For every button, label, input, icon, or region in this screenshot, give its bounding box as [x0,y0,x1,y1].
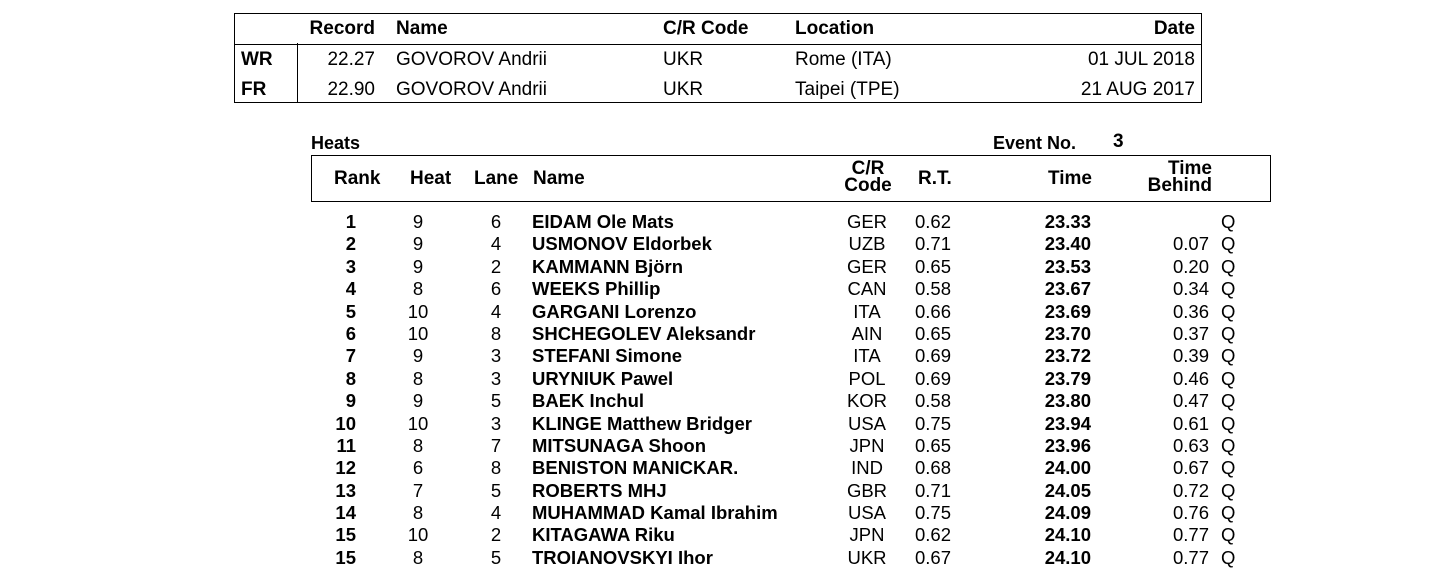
event-label: Event No. [993,133,1077,153]
table-row [311,413,1271,435]
result-code: USA [847,412,887,434]
result-lane: 2 [490,255,502,277]
name-header: Name [396,18,448,39]
record-code: UKR [663,49,704,70]
result-qualifier: Q [1221,390,1236,412]
result-heat: 10 [407,524,429,546]
result-qualifier: Q [1221,457,1236,479]
result-time-behind: 0.20 [1172,255,1209,277]
code-header-line2: Code [844,175,892,196]
result-time: 23.79 [1044,367,1091,389]
result-lane: 6 [490,211,502,232]
result-code: USA [847,502,887,524]
result-rank: 5 [345,300,356,322]
result-code: CAN [847,278,887,300]
result-time: 24.05 [1044,479,1091,501]
result-rank: 4 [345,278,356,300]
result-name: WEEKS Phillip [532,278,661,300]
result-code: GER [846,255,888,277]
result-qualifier: Q [1221,546,1236,568]
result-qualifier: Q [1221,434,1236,456]
result-time: 24.10 [1044,546,1091,568]
result-qualifier: Q [1221,367,1236,389]
result-reaction-time: 0.71 [915,479,952,501]
result-qualifier: Q [1221,322,1236,344]
result-heat: 8 [412,434,424,456]
result-rank: 11 [336,434,356,456]
table-row [311,390,1271,412]
result-lane: 6 [490,278,502,300]
location-header: Location [795,18,875,39]
result-lane: 4 [490,300,502,322]
result-heat: 8 [412,367,424,389]
result-rank: 2 [345,233,356,255]
result-code: IND [851,457,883,479]
table-row [311,345,1271,367]
result-name: STEFANI Simone [532,345,683,367]
result-name: GARGANI Lorenzo [532,300,697,322]
result-reaction-time: 0.71 [915,233,952,255]
result-code: JPN [849,524,885,546]
table-row [311,457,1271,479]
result-time-behind: 0.76 [1172,502,1209,524]
rank-header: Rank [334,168,381,189]
table-row [311,547,1271,569]
code-header-line1: C/R [851,158,885,179]
rt-header: R.T. [918,168,952,189]
result-time: 23.96 [1044,434,1091,456]
result-rank: 10 [335,412,356,434]
records-header-row [235,16,1201,45]
result-reaction-time: 0.65 [915,255,952,277]
result-lane: 8 [490,457,502,479]
heat-header: Heat [410,168,452,189]
result-time-behind: 0.77 [1172,524,1209,546]
result-rank: 12 [335,457,356,479]
record-time: 22.27 [327,49,375,70]
table-row [311,502,1271,524]
table-row [311,301,1271,323]
result-rank: 15 [335,524,356,546]
result-heat: 7 [412,479,424,501]
result-time: 23.72 [1044,345,1091,367]
result-qualifier: Q [1221,278,1236,300]
result-heat: 8 [412,278,424,300]
result-reaction-time: 0.58 [915,390,952,412]
result-lane: 8 [490,322,502,344]
result-lane: 3 [490,367,502,389]
result-code: GER [846,211,888,232]
result-name: MITSUNAGA Shoon [532,434,707,456]
behind-header-line1: Time [1167,158,1212,179]
table-row [311,323,1271,345]
result-heat: 9 [412,255,424,277]
code-header [838,160,898,194]
result-reaction-time: 0.69 [915,345,952,367]
record-code: UKR [663,79,704,100]
result-time-behind: 0.36 [1172,300,1209,322]
result-reaction-time: 0.69 [915,367,952,389]
code-header: C/R Code [663,18,749,39]
result-qualifier: Q [1221,233,1236,255]
table-row [311,524,1271,546]
result-name: KLINGE Matthew Bridger [532,412,752,434]
result-time-behind: 0.39 [1172,345,1209,367]
result-name: EIDAM Ole Mats [532,211,674,232]
record-date: 21 AUG 2017 [1080,79,1195,100]
record-holder: GOVOROV Andrii [396,49,547,70]
result-rank: 9 [345,390,356,412]
result-code: AIN [851,322,883,344]
result-time-behind: 0.46 [1172,367,1209,389]
result-qualifier: Q [1221,345,1236,367]
result-heat: 9 [412,345,424,367]
time-header: Time [1047,168,1092,189]
result-time: 23.80 [1044,390,1091,412]
result-heat: 10 [407,300,429,322]
result-heat: 10 [407,412,429,434]
event-number: 3 [1113,131,1124,152]
result-lane: 5 [490,546,502,568]
result-time: 23.70 [1044,322,1091,344]
result-lane: 2 [490,524,502,546]
result-time-behind: 0.34 [1172,278,1209,300]
result-heat: 9 [412,233,424,255]
result-qualifier: Q [1221,524,1236,546]
result-time-behind: 0.72 [1172,479,1209,501]
result-reaction-time: 0.65 [915,434,952,456]
result-name: URYNIUK Pawel [532,367,674,389]
result-lane: 5 [490,390,502,412]
result-lane: 4 [490,233,502,255]
result-name: USMONOV Eldorbek [532,233,712,255]
table-row [311,256,1271,278]
result-code: ITA [853,300,881,322]
result-name: KAMMANN Björn [532,255,684,277]
record-row-wr [235,47,1201,73]
result-time-behind: 0.67 [1172,457,1209,479]
result-code: ITA [853,345,881,367]
result-reaction-time: 0.75 [915,502,952,524]
result-time: 23.69 [1044,300,1091,322]
result-time-behind: 0.37 [1172,322,1209,344]
result-time-behind: 0.61 [1172,412,1209,434]
result-reaction-time: 0.58 [915,278,952,300]
result-reaction-time: 0.62 [915,211,952,232]
result-reaction-time: 0.68 [915,457,952,479]
result-name: BENISTON MANICKAR. [532,457,739,479]
result-time-behind: 0.47 [1172,390,1209,412]
table-row [311,435,1271,457]
result-name: SHCHEGOLEV Aleksandr [532,322,756,344]
result-reaction-time: 0.62 [915,524,952,546]
result-name: TROIANOVSKYI Ihor [532,546,713,568]
record-row-fr [235,77,1201,103]
result-time-behind: 0.77 [1172,546,1209,568]
result-code: POL [848,367,886,389]
result-rank: 15 [335,546,356,568]
result-name: BAEK Inchul [532,390,645,412]
result-time-behind: 0.63 [1172,434,1209,456]
result-rank: 14 [335,502,356,524]
record-holder: GOVOROV Andrii [396,79,547,100]
record-date: 01 JUL 2018 [1087,49,1195,70]
result-qualifier: Q [1221,412,1236,434]
name-header: Name [533,168,585,189]
result-reaction-time: 0.75 [915,412,952,434]
table-row [311,211,1271,233]
result-rank: 3 [345,255,356,277]
result-name: KITAGAWA Riku [532,524,675,546]
result-time-behind: 0.07 [1172,233,1209,255]
result-reaction-time: 0.66 [915,300,952,322]
result-time: 24.00 [1044,457,1091,479]
result-time: 23.67 [1044,278,1091,300]
record-time: 22.90 [327,79,375,100]
result-lane: 7 [490,434,502,456]
result-qualifier: Q [1221,502,1236,524]
record-header: Record [309,18,375,39]
result-qualifier: Q [1221,211,1236,232]
record-location: Taipei (TPE) [795,79,900,100]
table-row [311,278,1271,300]
result-rank: 6 [345,322,356,344]
behind-header-line2: Behind [1147,175,1212,196]
lane-header: Lane [474,168,519,189]
result-time: 23.40 [1044,233,1091,255]
record-location: Rome (ITA) [795,49,892,70]
result-time: 24.10 [1044,524,1091,546]
results-list [311,211,1271,569]
record-type: WR [241,49,273,70]
heats-label: Heats [311,133,361,153]
result-code: UZB [848,233,886,255]
result-heat: 6 [412,457,424,479]
result-code: UKR [847,546,887,568]
result-lane: 3 [490,412,502,434]
result-rank: 8 [345,367,356,389]
result-reaction-time: 0.67 [915,546,952,568]
result-code: KOR [846,390,888,412]
date-header: Date [1153,18,1195,39]
records-table [234,13,1202,103]
result-heat: 9 [412,390,424,412]
table-row [311,368,1271,390]
result-rank: 7 [345,345,356,367]
result-heat: 9 [412,211,424,232]
result-qualifier: Q [1221,479,1236,501]
result-code: GBR [846,479,888,501]
result-rank: 1 [345,211,356,232]
result-rank: 13 [335,479,356,501]
result-name: ROBERTS MHJ [532,479,667,501]
record-type: FR [241,79,267,100]
results-column-header [311,155,1271,202]
table-row [311,233,1271,255]
result-heat: 10 [407,322,429,344]
result-time: 24.09 [1044,502,1091,524]
table-row [311,480,1271,502]
result-name: MUHAMMAD Kamal Ibrahim [532,502,778,524]
result-reaction-time: 0.65 [915,322,952,344]
result-time: 23.33 [1044,211,1091,232]
result-heat: 8 [412,546,424,568]
result-lane: 3 [490,345,502,367]
result-time: 23.53 [1044,255,1091,277]
behind-header [1144,160,1212,194]
result-lane: 4 [490,502,502,524]
result-heat: 8 [412,502,424,524]
result-time: 23.94 [1044,412,1091,434]
result-lane: 5 [490,479,502,501]
result-code: JPN [849,434,885,456]
result-qualifier: Q [1221,300,1236,322]
result-qualifier: Q [1221,255,1236,277]
